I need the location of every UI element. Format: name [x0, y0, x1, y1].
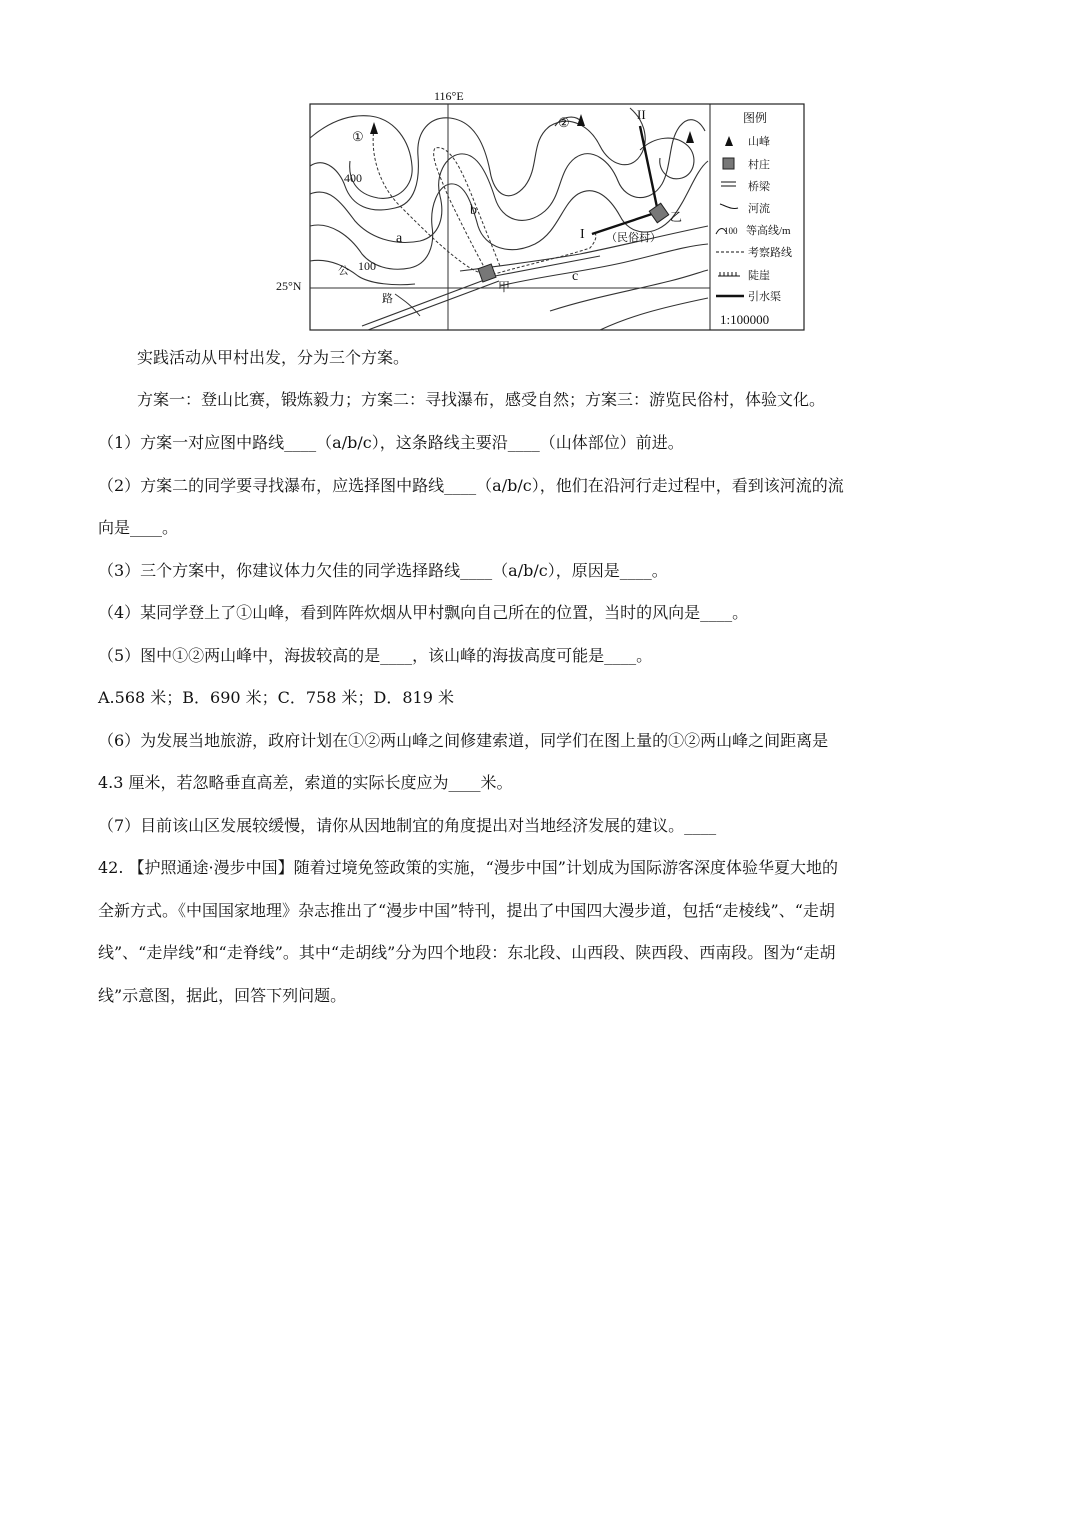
contour-lines — [310, 108, 708, 330]
contour-400-label: 400 — [344, 171, 362, 185]
village-yi-label: 乙 — [670, 210, 683, 224]
point-I-label: I — [580, 227, 585, 242]
legend-contour-value: 100 — [724, 226, 738, 236]
legend-peak-icon — [725, 136, 733, 146]
legend-village-icon — [723, 158, 734, 169]
question-42-line-4: 线”示意图，据此，回答下列问题。 — [98, 986, 347, 1005]
map-legend — [716, 110, 792, 327]
route-a-label: a — [396, 231, 403, 246]
peak-1-icon — [370, 122, 378, 134]
peak-1-label: ① — [352, 129, 364, 144]
question-6-line-1: （6）为发展当地旅游，政府计划在①②两山峰之间修建索道，同学们在图上量的①②两山峰之间距离是 — [98, 731, 829, 750]
peak-3-icon — [686, 131, 694, 143]
canal — [592, 126, 658, 234]
question-5-options: A.568 米；B．690 米；C．758 米；D．819 米 — [98, 688, 454, 707]
legend-scale: 1:100000 — [720, 312, 770, 327]
legend-cliff-label: 陡崖 — [748, 270, 770, 282]
peak-2-icon — [577, 114, 585, 126]
question-2-line-1: （2）方案二的同学要寻找瀑布，应选择图中路线____（a/b/c），他们在沿河行走过程中，看到该河流的流 — [98, 476, 844, 495]
question-6-line-2: 4.3 厘米，若忽略垂直高差，索道的实际长度应为____米。 — [98, 773, 513, 792]
latitude-label: 25°N — [276, 279, 302, 293]
route-b-label: b — [470, 203, 477, 218]
question-42-line-3: 线”、“走岸线”和“走脊线”。其中“走胡线”分为四个地段：东北段、山西段、陕西段、西南段。图为“走胡 — [98, 943, 836, 962]
contour-100-label: 100 — [358, 259, 376, 273]
village-yi-icon — [649, 203, 668, 222]
legend-river-label: 河流 — [748, 203, 770, 215]
legend-river-icon — [720, 204, 738, 209]
question-7: （7）目前该山区发展较缓慢，请你从因地制宜的角度提出对当地经济发展的建议。____ — [98, 816, 717, 835]
folk-village-label: （民俗村） — [606, 232, 661, 244]
legend-canal-label: 引水渠 — [748, 291, 781, 303]
plans-text: 方案一：登山比赛，锻炼毅力；方案二：寻找瀑布，感受自然；方案三：游览民俗村，体验文化。 — [137, 390, 826, 409]
route-a-path — [373, 128, 488, 274]
point-II-label: II — [637, 107, 646, 122]
question-2-line-2: 向是____。 — [98, 518, 179, 537]
question-42-line-1: 42. 【护照通途·漫步中国】随着过境免签政策的实施，“漫步中国”计划成为国际游客深度体验华夏大地的 — [98, 858, 838, 877]
longitude-label: 116°E — [434, 89, 464, 103]
legend-route-label: 考察路线 — [748, 247, 792, 259]
legend-bridge-icon — [721, 182, 736, 186]
topographic-map — [276, 86, 810, 336]
route-c-label: c — [572, 269, 579, 284]
legend-village-label: 村庄 — [748, 159, 770, 171]
road-label-2: 路 — [382, 293, 393, 305]
highway — [362, 256, 600, 330]
legend-contour-label: 等高线/m — [746, 225, 791, 237]
legend-cliff-icon — [718, 272, 740, 276]
question-3: （3）三个方案中，你建议体力欠佳的同学选择路线____（a/b/c），原因是____。 — [98, 561, 668, 580]
peak-2-label: ② — [558, 115, 570, 130]
village-jia-label: 甲 — [498, 280, 511, 294]
question-5: （5）图中①②两山峰中，海拔较高的是____，该山峰的海拔高度可能是____。 — [98, 646, 653, 665]
legend-bridge-label: 桥梁 — [748, 181, 770, 193]
intro-text: 实践活动从甲村出发，分为三个方案。 — [137, 348, 410, 367]
question-4: （4）某同学登上了①山峰，看到阵阵炊烟从甲村飘向自己所在的位置，当时的风向是____。 — [98, 603, 749, 622]
legend-peak-label: 山峰 — [748, 136, 770, 148]
road-label-1: 公 — [338, 265, 349, 277]
legend-title: 图例 — [743, 111, 768, 125]
question-1: （1）方案一对应图中路线____（a/b/c），这条路线主要沿____（山体部位）前进。 — [98, 433, 684, 452]
question-42-line-2: 全新方式。《中国国家地理》杂志推出了“漫步中国”特刊，提出了中国四大漫步道，包括“走棱线”、“走胡 — [98, 901, 835, 920]
